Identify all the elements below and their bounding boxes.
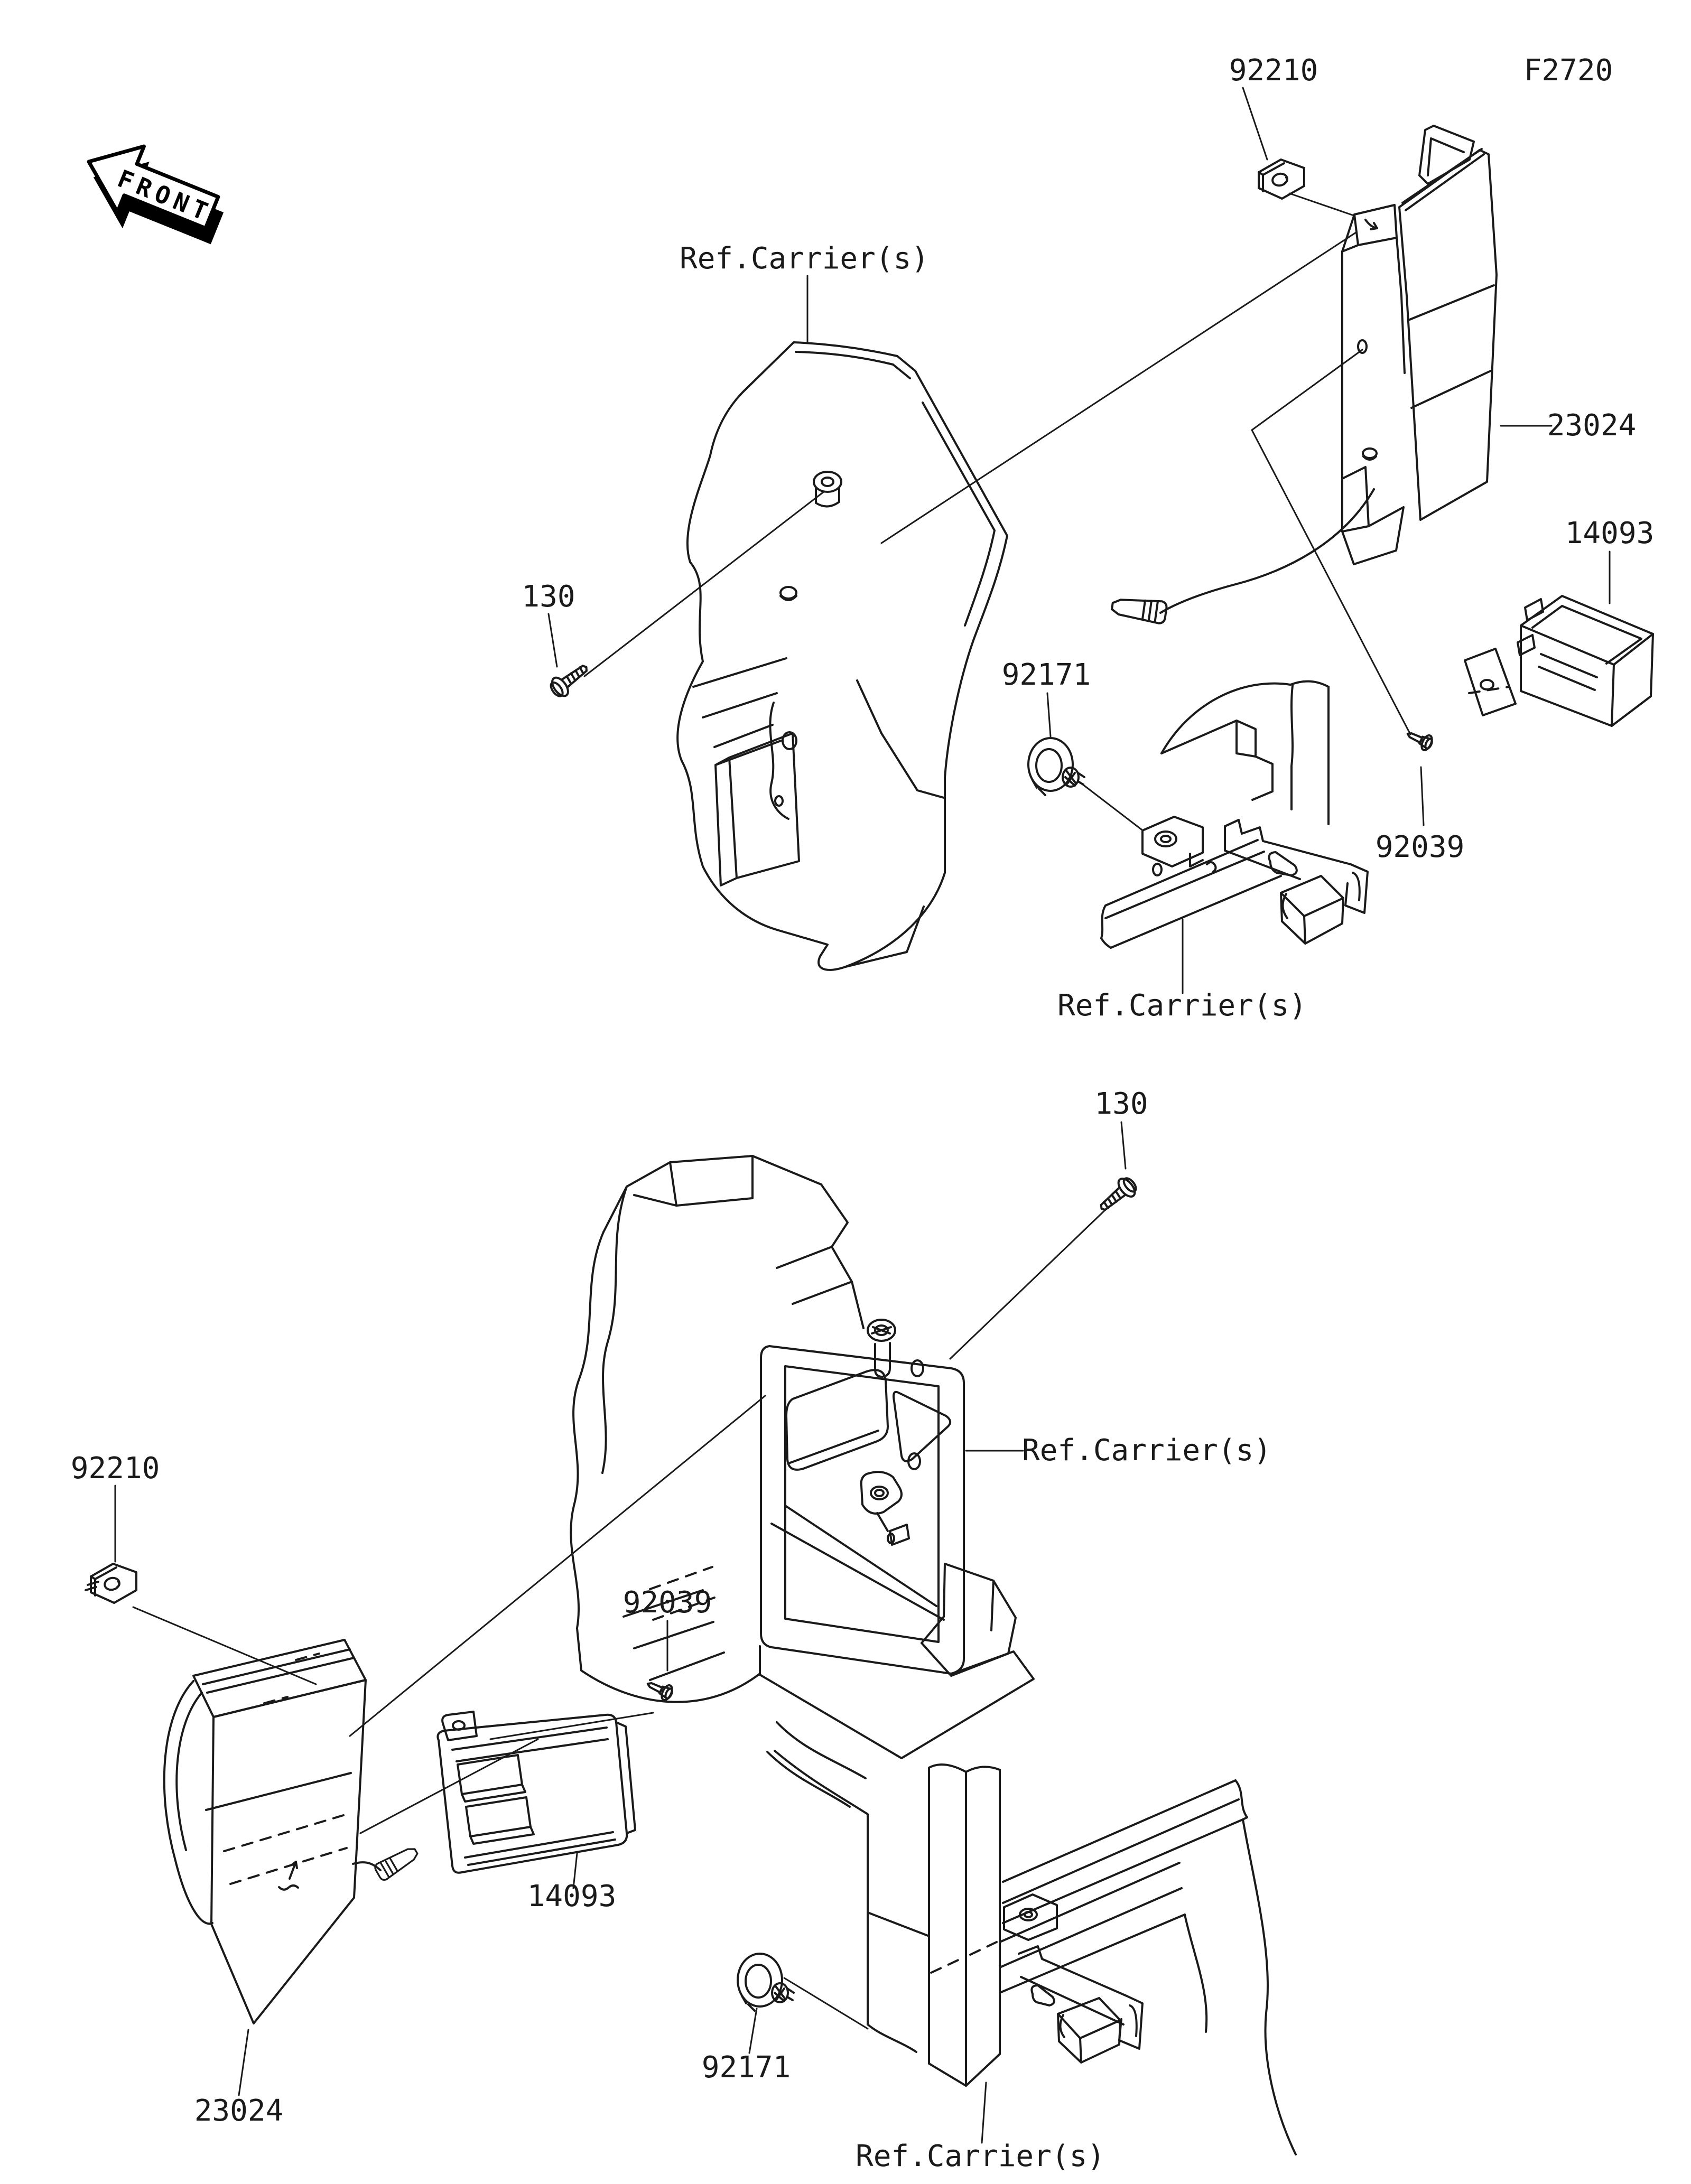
rivet-92039-bottom xyxy=(644,1677,674,1702)
part-label-92171-bottom: 92171 xyxy=(701,2050,791,2085)
figure-code-label: F2720 xyxy=(1523,53,1613,88)
bolt-130-top xyxy=(547,659,592,701)
part-label-23024-bottom: 23024 xyxy=(194,2094,284,2128)
cover-14093-bottom xyxy=(438,1712,635,1873)
part-label-130-top: 130 xyxy=(522,580,575,614)
bolt-130-bottom xyxy=(1095,1174,1140,1217)
wire-connector-bottom xyxy=(374,1844,421,1882)
ref-carrier-label-top: Ref.Carrier(s) xyxy=(679,241,930,276)
leader-lines-bottom xyxy=(115,1122,1126,2143)
part-labels xyxy=(71,53,1655,2173)
nut-clip-92210-top xyxy=(1259,160,1304,199)
part-label-14093-top: 14093 xyxy=(1565,516,1655,550)
taillight-23024-bottom xyxy=(164,1640,421,2023)
carrier-bracket-bottom xyxy=(775,1751,1296,2154)
ref-carrier-label-top-2: Ref.Carrier(s) xyxy=(1057,988,1307,1023)
part-label-92171-top: 92171 xyxy=(1001,658,1091,692)
part-label-92210-top: 92210 xyxy=(1229,53,1318,88)
front-arrow-label: FRONT xyxy=(113,164,217,228)
part-label-92210-bottom: 92210 xyxy=(70,1451,160,1486)
part-label-23024-top: 23024 xyxy=(1547,408,1637,443)
carrier-panel-top xyxy=(677,342,1007,970)
carrier-panel-bottom xyxy=(571,1156,1034,1807)
wire-harness-top xyxy=(1111,489,1374,624)
nut-clip-92210-bottom xyxy=(86,1564,136,1603)
wire-connector-top xyxy=(1111,594,1167,624)
ref-carrier-label-bottom: Ref.Carrier(s) xyxy=(855,2139,1105,2173)
clamp-92171-bottom xyxy=(738,1954,794,2011)
front-direction-arrow xyxy=(71,129,235,260)
clamp-92171-top xyxy=(1028,738,1084,795)
part-label-92039-bottom: 92039 xyxy=(622,1585,712,1620)
cover-14093-top xyxy=(1465,596,1653,726)
taillight-23024-top xyxy=(1342,126,1497,564)
part-label-130-bottom: 130 xyxy=(1094,1087,1148,1121)
part-label-92039-top: 92039 xyxy=(1375,830,1465,864)
carrier-bracket-top xyxy=(1101,682,1368,948)
part-label-14093-bottom: 14093 xyxy=(527,1879,617,1914)
ref-carrier-label-mid: Ref.Carrier(s) xyxy=(1021,1433,1272,1468)
